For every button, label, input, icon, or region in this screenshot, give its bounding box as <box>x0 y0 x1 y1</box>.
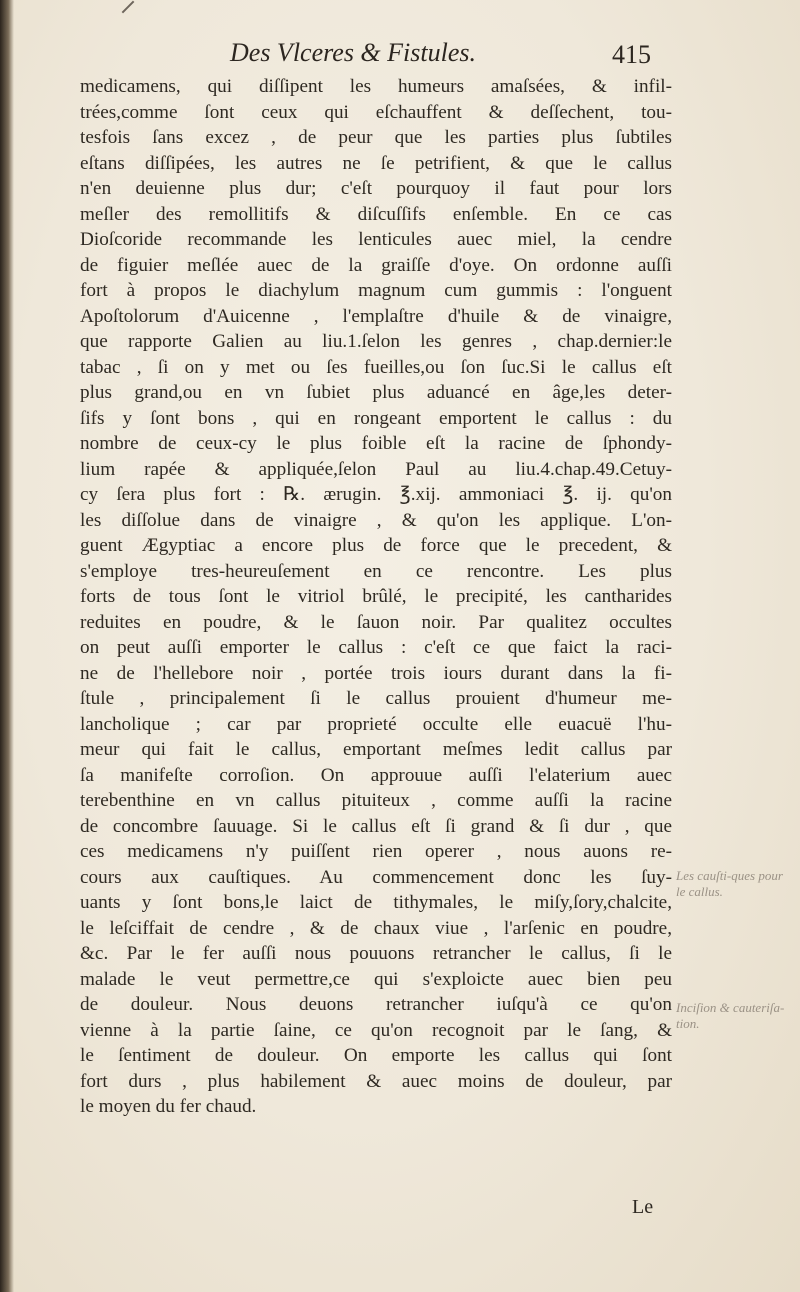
text-line: le moyen du fer chaud. <box>80 1096 257 1117</box>
text-line: tabac , ſi on y met ou ſes fueilles,ou ſon ſuc.Si le callus eſt <box>80 356 672 378</box>
text-line: malade le veut permettre,ce qui s'exploicte auec bien peu <box>80 968 672 990</box>
text-line: de figuier meſlée auec de la graiſſe d'oye. On ordonne auſſi <box>80 254 672 276</box>
text-line: n'en deuienne plus dur; c'eſt pourquoy il faut pour lors <box>80 178 672 199</box>
text-line: ſtule , principalement ſi le callus prouient d'humeur me- <box>80 688 672 709</box>
text-line: cours aux cauſtiques. Au commencement donc les ſuy- <box>80 866 672 888</box>
text-line: terebenthine en vn callus pituiteux , comme auſſi la racine <box>80 790 672 811</box>
text-line: guent Ægyptiac a encore plus de force que le precedent, & <box>80 535 672 556</box>
running-title: Des Vlceres & Fistules. <box>230 38 476 67</box>
text-line: Apoſtolorum d'Auicenne , l'emplaſtre d'huile & de vinaigre, <box>80 305 672 327</box>
text-line: lancholique ; car par proprieté occulte elle euacuë l'hu- <box>80 713 672 735</box>
text-line: medicamens, qui diſſipent les humeurs amaſsées, & infil- <box>80 76 672 97</box>
text-line: les diſſolue dans de vinaigre , & qu'on les applique. L'on- <box>80 509 672 531</box>
text-line: cy ſera plus fort : ℞. ærugin. ℥.xij. ammoniaci ℥. ij. qu'on <box>80 484 672 505</box>
text-line: s'employe tres-heureuſement en ce rencontre. Les plus <box>80 560 672 582</box>
text-line: meur qui fait le callus, emportant meſmes ledit callus par <box>80 739 672 760</box>
text-line: fort durs , plus habilement & auec moins de douleur, par <box>80 1070 672 1092</box>
text-line: nombre de ceux-cy le plus foible eſt la racine de ſphondy- <box>80 433 672 454</box>
text-line: meſler des remollitifs & diſcuſſifs enſemble. En ce cas <box>80 203 672 225</box>
text-line: eſtans diſſipées, les autres ne ſe petrifient, & que le callus <box>80 152 672 174</box>
margin-note-caustics: Les cauſti-ques pour le callus. <box>676 868 783 899</box>
pencil-mark <box>122 1 135 14</box>
text-line: trées,comme ſont ceux qui eſchauffent & deſſechent, tou- <box>80 101 672 123</box>
text-line: on peut auſſi emporter le callus : c'eſt ce que faict la raci- <box>80 637 672 658</box>
text-line: ſifs y ſont bons , qui en rongeant emportent le callus : du <box>80 407 672 429</box>
text-line: tesfois ſans excez , de peur que les parties plus ſubtiles <box>80 127 672 148</box>
book-spine-shadow <box>0 0 14 1292</box>
text-line: le leſciffait de cendre , & de chaux viue , l'arſenic en poudre, <box>80 917 672 939</box>
text-line: fort à propos le diachylum magnum cum gummis : l'onguent <box>80 280 672 301</box>
text-line: &c. Par le fer auſſi nous pouuons retrancher le callus, ſi le <box>80 943 672 964</box>
margin-note-incision: Inciſion & cauteriſa-tion. <box>676 1000 785 1031</box>
page-number: 415 <box>612 40 651 69</box>
text-line: de douleur. Nous deuons retrancher iuſqu'à ce qu'on <box>80 994 672 1015</box>
text-line: Dioſcoride recommande les lenticules auec miel, la cendre <box>80 229 672 250</box>
text-line: que rapporte Galien au liu.1.ſelon les genres , chap.dernier:le <box>80 331 672 352</box>
text-line: lium rapée & appliquée,ſelon Paul au liu.4.chap.49.Cetuy- <box>80 458 672 480</box>
text-line: uants y ſont bons,le laict de tithymales, le miſy,ſory,chalcite, <box>80 892 672 913</box>
text-line: reduites en poudre, & le ſauon noir. Par qualitez occultes <box>80 611 672 633</box>
text-line: ſa manifeſte corroſion. On approuue auſſi l'elaterium auec <box>80 764 672 786</box>
text-line: ne de l'hellebore noir , portée trois iours durant dans la fi- <box>80 662 672 684</box>
text-line: plus grand,ou en vn ſubiet plus aduancé en âge,les deter- <box>80 382 672 403</box>
body-text <box>80 74 672 1120</box>
text-line: vienne à la partie ſaine, ce qu'on recognoit par le ſang, & <box>80 1019 672 1041</box>
text-line: de concombre ſauuage. Si le callus eſt ſi grand & ſi dur , que <box>80 815 672 837</box>
text-line: le ſentiment de douleur. On emporte les callus qui ſont <box>80 1045 672 1066</box>
text-line: forts de tous ſont le vitriol brûlé, le precipité, les cantharides <box>80 586 672 607</box>
text-line: ces medicamens n'y puiſſent rien operer , nous auons re- <box>80 841 672 862</box>
catchword: Le <box>632 1196 654 1218</box>
